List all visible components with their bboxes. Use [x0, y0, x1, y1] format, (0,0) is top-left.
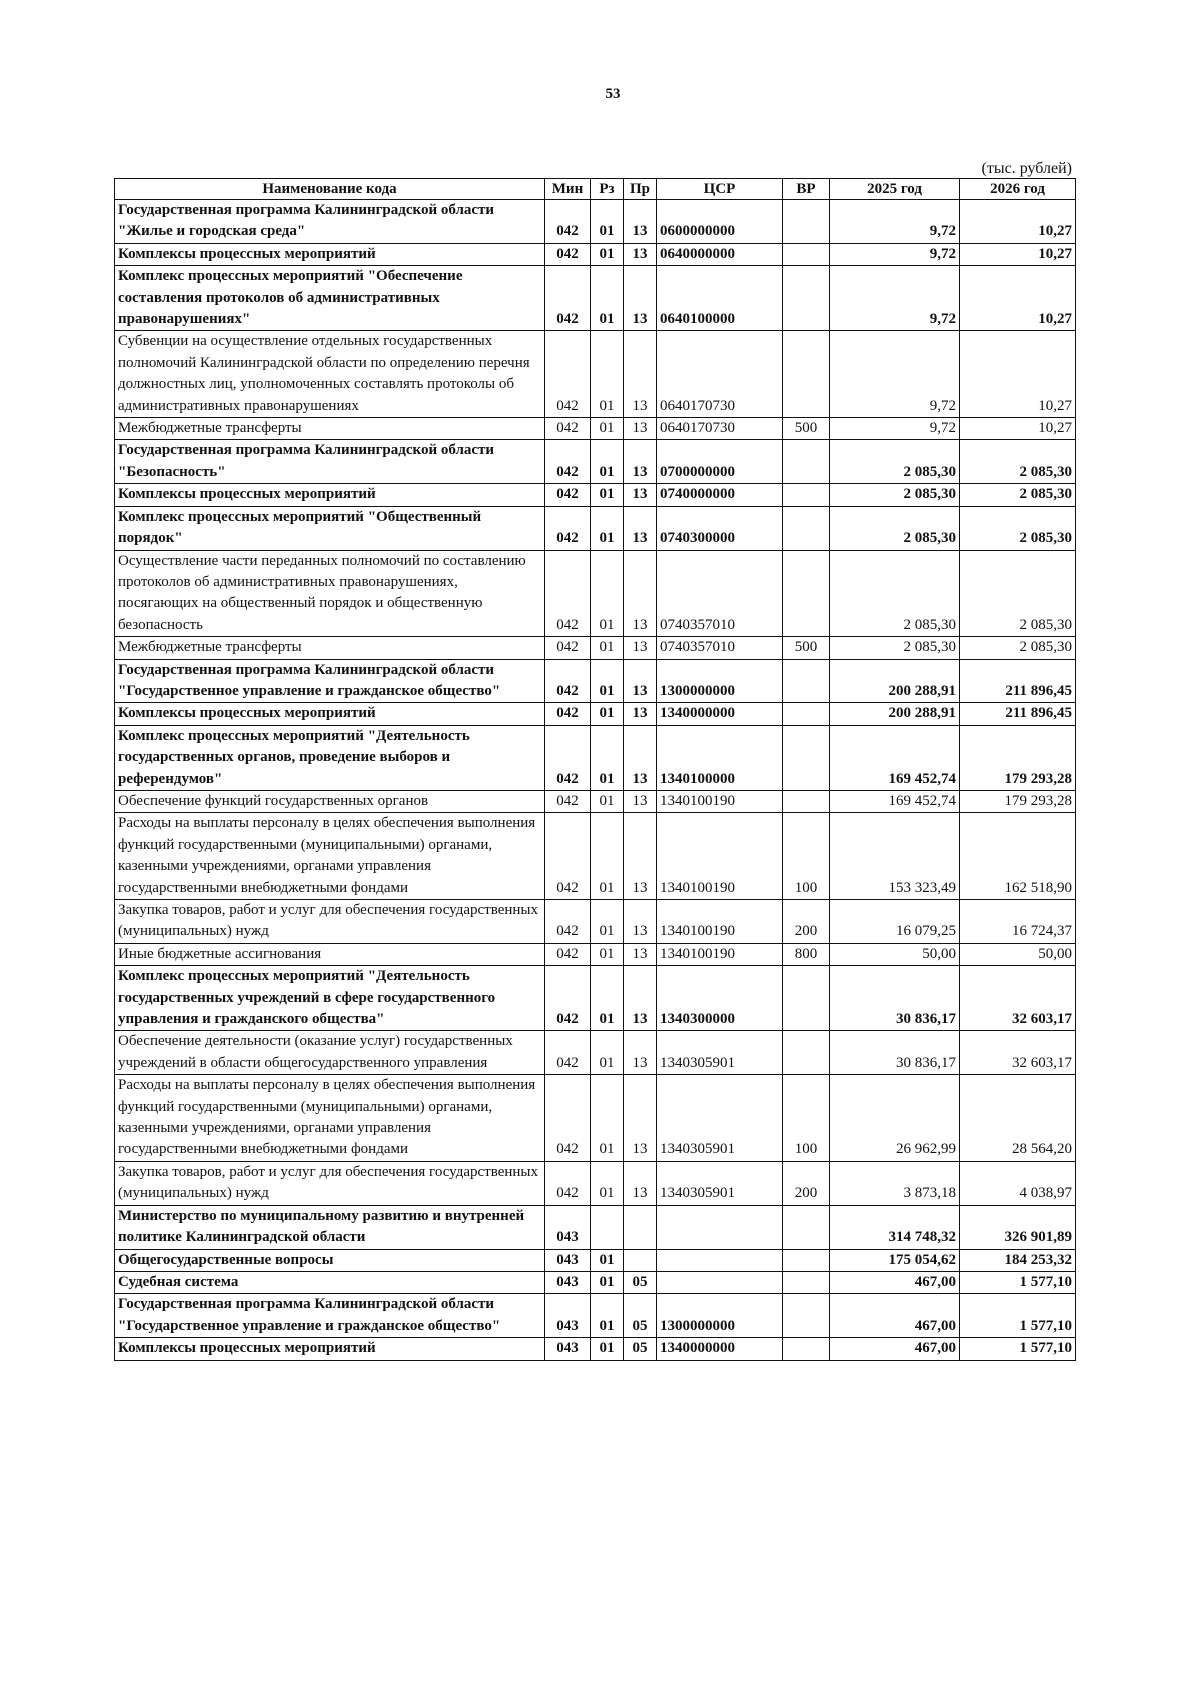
cell-csr: 0640170730 [657, 418, 783, 440]
cell-2025: 175 054,62 [830, 1249, 960, 1271]
cell-rz: 01 [591, 943, 624, 965]
cell-vr [783, 1205, 830, 1249]
cell-min: 042 [545, 200, 591, 244]
cell-2026: 4 038,97 [960, 1161, 1076, 1205]
cell-pr [624, 1205, 657, 1249]
cell-vr [783, 703, 830, 725]
cell-vr: 200 [783, 900, 830, 944]
cell-name: Иные бюджетные ассигнования [115, 943, 545, 965]
cell-2026: 10,27 [960, 418, 1076, 440]
cell-pr: 13 [624, 200, 657, 244]
cell-min: 042 [545, 966, 591, 1031]
budget-table [114, 178, 1076, 1361]
cell-min: 042 [545, 725, 591, 790]
cell-csr: 1340305901 [657, 1161, 783, 1205]
cell-rz: 01 [591, 900, 624, 944]
cell-min: 042 [545, 1161, 591, 1205]
cell-pr: 13 [624, 331, 657, 418]
cell-2026: 2 085,30 [960, 440, 1076, 484]
cell-name: Комплексы процессных мероприятий [115, 703, 545, 725]
cell-pr: 13 [624, 440, 657, 484]
cell-csr: 0640100000 [657, 266, 783, 331]
cell-name: Расходы на выплаты персоналу в целях обеспечения выполнения функций государственными (муниципальными) органами, казенными учреждениями, органами управления государственными внебюджетными фондами [115, 813, 545, 900]
table-row [115, 790, 1076, 812]
cell-name: Субвенции на осуществление отдельных государственных полномочий Калининградской области по определению перечня должностных лиц, уполномоченных составлять протоколы об административных правонарушениях [115, 331, 545, 418]
column-header-2026: 2026 год [960, 179, 1076, 200]
cell-csr: 1340100190 [657, 813, 783, 900]
cell-2026: 162 518,90 [960, 813, 1076, 900]
cell-vr [783, 243, 830, 265]
cell-name: Комплекс процессных мероприятий "Деятельность государственных органов, проведение выборов и референдумов" [115, 725, 545, 790]
cell-min: 042 [545, 331, 591, 418]
table-row [115, 1294, 1076, 1338]
cell-vr: 200 [783, 1161, 830, 1205]
cell-2026: 1 577,10 [960, 1294, 1076, 1338]
cell-name: Комплексы процессных мероприятий [115, 484, 545, 506]
cell-pr: 13 [624, 266, 657, 331]
cell-vr [783, 200, 830, 244]
cell-pr: 13 [624, 1031, 657, 1075]
cell-pr: 13 [624, 790, 657, 812]
cell-2026: 32 603,17 [960, 966, 1076, 1031]
cell-vr: 500 [783, 637, 830, 659]
cell-pr: 13 [624, 703, 657, 725]
cell-min: 042 [545, 418, 591, 440]
cell-min: 042 [545, 440, 591, 484]
cell-min: 042 [545, 813, 591, 900]
cell-name: Комплекс процессных мероприятий "Общественный порядок" [115, 506, 545, 550]
cell-vr [783, 659, 830, 703]
cell-min: 043 [545, 1271, 591, 1293]
cell-min: 042 [545, 1031, 591, 1075]
cell-rz: 01 [591, 440, 624, 484]
table-body [115, 200, 1076, 1361]
cell-rz: 01 [591, 1338, 624, 1360]
page-number: 53 [605, 86, 621, 102]
cell-2025: 169 452,74 [830, 725, 960, 790]
cell-2025: 169 452,74 [830, 790, 960, 812]
cell-2025: 200 288,91 [830, 703, 960, 725]
cell-2026: 50,00 [960, 943, 1076, 965]
cell-2025: 2 085,30 [830, 506, 960, 550]
cell-csr: 0600000000 [657, 200, 783, 244]
column-header-rz: Рз [591, 179, 624, 200]
cell-pr: 13 [624, 637, 657, 659]
cell-csr: 1340100000 [657, 725, 783, 790]
cell-vr [783, 1249, 830, 1271]
cell-csr: 0700000000 [657, 440, 783, 484]
cell-2026: 28 564,20 [960, 1075, 1076, 1162]
cell-2025: 30 836,17 [830, 966, 960, 1031]
cell-name: Закупка товаров, работ и услуг для обеспечения государственных (муниципальных) нужд [115, 900, 545, 944]
cell-pr: 13 [624, 1075, 657, 1162]
cell-min: 042 [545, 659, 591, 703]
cell-pr: 13 [624, 1161, 657, 1205]
cell-pr: 13 [624, 659, 657, 703]
cell-csr [657, 1271, 783, 1293]
cell-vr [783, 790, 830, 812]
column-header-csr: ЦСР [657, 179, 783, 200]
cell-2025: 2 085,30 [830, 440, 960, 484]
cell-name: Государственная программа Калининградской области "Жилье и городская среда" [115, 200, 545, 244]
cell-vr [783, 331, 830, 418]
table-row [115, 243, 1076, 265]
table-row [115, 1075, 1076, 1162]
cell-csr: 1340000000 [657, 1338, 783, 1360]
table-row [115, 266, 1076, 331]
cell-min: 043 [545, 1205, 591, 1249]
table-row [115, 484, 1076, 506]
table-row [115, 725, 1076, 790]
cell-2026: 179 293,28 [960, 790, 1076, 812]
table-row [115, 506, 1076, 550]
table-header-row [115, 179, 1076, 200]
cell-2026: 211 896,45 [960, 659, 1076, 703]
cell-rz: 01 [591, 966, 624, 1031]
table-row [115, 550, 1076, 637]
cell-csr: 1300000000 [657, 1294, 783, 1338]
column-header-2025: 2025 год [830, 179, 960, 200]
cell-csr: 1340100190 [657, 943, 783, 965]
cell-pr: 13 [624, 243, 657, 265]
table-row [115, 637, 1076, 659]
cell-min: 042 [545, 1075, 591, 1162]
cell-2026: 2 085,30 [960, 506, 1076, 550]
cell-name: Общегосударственные вопросы [115, 1249, 545, 1271]
cell-pr: 13 [624, 506, 657, 550]
column-header-vr: ВР [783, 179, 830, 200]
cell-csr: 0640000000 [657, 243, 783, 265]
cell-2025: 200 288,91 [830, 659, 960, 703]
cell-rz: 01 [591, 703, 624, 725]
table-row [115, 331, 1076, 418]
cell-2025: 26 962,99 [830, 1075, 960, 1162]
cell-min: 042 [545, 703, 591, 725]
cell-min: 042 [545, 266, 591, 331]
cell-2026: 2 085,30 [960, 550, 1076, 637]
cell-name: Межбюджетные трансферты [115, 637, 545, 659]
cell-name: Межбюджетные трансферты [115, 418, 545, 440]
cell-vr [783, 1271, 830, 1293]
cell-2026: 10,27 [960, 331, 1076, 418]
cell-pr: 13 [624, 900, 657, 944]
cell-rz: 01 [591, 506, 624, 550]
cell-vr [783, 1294, 830, 1338]
cell-2025: 467,00 [830, 1271, 960, 1293]
cell-2025: 314 748,32 [830, 1205, 960, 1249]
cell-name: Обеспечение функций государственных органов [115, 790, 545, 812]
cell-2025: 467,00 [830, 1294, 960, 1338]
cell-min: 042 [545, 550, 591, 637]
cell-name: Государственная программа Калининградской области "Безопасность" [115, 440, 545, 484]
cell-rz: 01 [591, 1271, 624, 1293]
cell-2025: 9,72 [830, 266, 960, 331]
cell-pr: 13 [624, 725, 657, 790]
table-row [115, 1205, 1076, 1249]
cell-vr [783, 550, 830, 637]
cell-2025: 30 836,17 [830, 1031, 960, 1075]
cell-rz: 01 [591, 1249, 624, 1271]
table-row [115, 1249, 1076, 1271]
table-row [115, 966, 1076, 1031]
cell-vr: 500 [783, 418, 830, 440]
cell-csr: 0740357010 [657, 550, 783, 637]
cell-vr: 100 [783, 1075, 830, 1162]
cell-csr: 1340300000 [657, 966, 783, 1031]
cell-2025: 16 079,25 [830, 900, 960, 944]
cell-rz: 01 [591, 200, 624, 244]
cell-name: Судебная система [115, 1271, 545, 1293]
cell-rz: 01 [591, 1161, 624, 1205]
cell-2025: 3 873,18 [830, 1161, 960, 1205]
cell-2025: 9,72 [830, 418, 960, 440]
table-row [115, 1271, 1076, 1293]
cell-rz: 01 [591, 813, 624, 900]
cell-csr: 1340100190 [657, 900, 783, 944]
cell-vr: 100 [783, 813, 830, 900]
cell-pr: 13 [624, 418, 657, 440]
cell-name: Расходы на выплаты персоналу в целях обеспечения выполнения функций государственными (муниципальными) органами, казенными учреждениями, органами управления государственными внебюджетными фондами [115, 1075, 545, 1162]
cell-2026: 2 085,30 [960, 637, 1076, 659]
cell-csr: 0740357010 [657, 637, 783, 659]
cell-name: Закупка товаров, работ и услуг для обеспечения государственных (муниципальных) нужд [115, 1161, 545, 1205]
cell-csr: 1340305901 [657, 1075, 783, 1162]
cell-csr: 1300000000 [657, 659, 783, 703]
cell-csr: 0740000000 [657, 484, 783, 506]
cell-pr: 05 [624, 1271, 657, 1293]
cell-rz: 01 [591, 266, 624, 331]
cell-name: Государственная программа Калининградской области "Государственное управление и гражданское общество" [115, 1294, 545, 1338]
cell-name: Министерство по муниципальному развитию и внутренней политике Калининградской области [115, 1205, 545, 1249]
cell-rz: 01 [591, 484, 624, 506]
cell-min: 043 [545, 1338, 591, 1360]
cell-rz: 01 [591, 1031, 624, 1075]
cell-name: Государственная программа Калининградской области "Государственное управление и гражданское общество" [115, 659, 545, 703]
cell-pr: 13 [624, 550, 657, 637]
table-row [115, 659, 1076, 703]
cell-pr: 13 [624, 966, 657, 1031]
cell-vr [783, 966, 830, 1031]
cell-vr [783, 1031, 830, 1075]
cell-2026: 1 577,10 [960, 1271, 1076, 1293]
cell-rz: 01 [591, 637, 624, 659]
cell-min: 042 [545, 637, 591, 659]
cell-pr: 13 [624, 813, 657, 900]
cell-csr: 1340100190 [657, 790, 783, 812]
cell-2026: 326 901,89 [960, 1205, 1076, 1249]
cell-csr [657, 1249, 783, 1271]
cell-vr: 800 [783, 943, 830, 965]
cell-min: 042 [545, 243, 591, 265]
cell-rz: 01 [591, 418, 624, 440]
cell-rz: 01 [591, 1075, 624, 1162]
cell-2025: 9,72 [830, 331, 960, 418]
cell-rz: 01 [591, 243, 624, 265]
cell-pr: 05 [624, 1338, 657, 1360]
cell-name: Комплекс процессных мероприятий "Деятельность государственных учреждений в сфере государственного управления и гражданского общества" [115, 966, 545, 1031]
cell-2025: 467,00 [830, 1338, 960, 1360]
cell-2025: 9,72 [830, 200, 960, 244]
table-row [115, 200, 1076, 244]
table-row [115, 943, 1076, 965]
cell-csr: 1340000000 [657, 703, 783, 725]
table-row [115, 418, 1076, 440]
cell-csr: 0740300000 [657, 506, 783, 550]
cell-2025: 50,00 [830, 943, 960, 965]
cell-min: 042 [545, 943, 591, 965]
column-header-min: Мин [545, 179, 591, 200]
cell-2026: 16 724,37 [960, 900, 1076, 944]
cell-2026: 10,27 [960, 266, 1076, 331]
cell-2025: 9,72 [830, 243, 960, 265]
cell-csr: 1340305901 [657, 1031, 783, 1075]
cell-vr [783, 266, 830, 331]
cell-csr [657, 1205, 783, 1249]
cell-rz: 01 [591, 790, 624, 812]
cell-pr [624, 1249, 657, 1271]
cell-name: Осуществление части переданных полномочий по составлению протоколов об административных правонарушениях, посягающих на общественный порядок и общественную безопасность [115, 550, 545, 637]
cell-2026: 179 293,28 [960, 725, 1076, 790]
cell-min: 042 [545, 900, 591, 944]
cell-pr: 13 [624, 943, 657, 965]
cell-2025: 2 085,30 [830, 484, 960, 506]
cell-pr: 13 [624, 484, 657, 506]
cell-csr: 0640170730 [657, 331, 783, 418]
table-row [115, 813, 1076, 900]
cell-2026: 10,27 [960, 200, 1076, 244]
cell-name: Комплексы процессных мероприятий [115, 243, 545, 265]
cell-min: 043 [545, 1249, 591, 1271]
cell-min: 042 [545, 790, 591, 812]
table-row [115, 1338, 1076, 1360]
column-header-name: Наименование кода [115, 179, 545, 200]
cell-name: Обеспечение деятельности (оказание услуг) государственных учреждений в области общегосударственного управления [115, 1031, 545, 1075]
cell-2025: 2 085,30 [830, 550, 960, 637]
cell-2026: 32 603,17 [960, 1031, 1076, 1075]
units-label: (тыс. рублей) [981, 160, 1072, 177]
cell-2025: 153 323,49 [830, 813, 960, 900]
cell-2026: 211 896,45 [960, 703, 1076, 725]
cell-min: 042 [545, 506, 591, 550]
cell-min: 043 [545, 1294, 591, 1338]
cell-2026: 184 253,32 [960, 1249, 1076, 1271]
cell-rz: 01 [591, 725, 624, 790]
cell-2026: 10,27 [960, 243, 1076, 265]
cell-2026: 1 577,10 [960, 1338, 1076, 1360]
cell-rz: 01 [591, 331, 624, 418]
table-row [115, 900, 1076, 944]
cell-vr [783, 725, 830, 790]
cell-rz: 01 [591, 1294, 624, 1338]
cell-vr [783, 506, 830, 550]
cell-name: Комплекс процессных мероприятий "Обеспечение составления протоколов об административных правонарушениях" [115, 266, 545, 331]
table-row [115, 1161, 1076, 1205]
cell-2025: 2 085,30 [830, 637, 960, 659]
cell-pr: 05 [624, 1294, 657, 1338]
column-header-pr: Пр [624, 179, 657, 200]
cell-rz: 01 [591, 659, 624, 703]
cell-min: 042 [545, 484, 591, 506]
cell-vr [783, 1338, 830, 1360]
table-row [115, 440, 1076, 484]
cell-rz: 01 [591, 550, 624, 637]
table-row [115, 1031, 1076, 1075]
cell-vr [783, 484, 830, 506]
cell-2026: 2 085,30 [960, 484, 1076, 506]
cell-rz [591, 1205, 624, 1249]
cell-vr [783, 440, 830, 484]
cell-name: Комплексы процессных мероприятий [115, 1338, 545, 1360]
table-row [115, 703, 1076, 725]
